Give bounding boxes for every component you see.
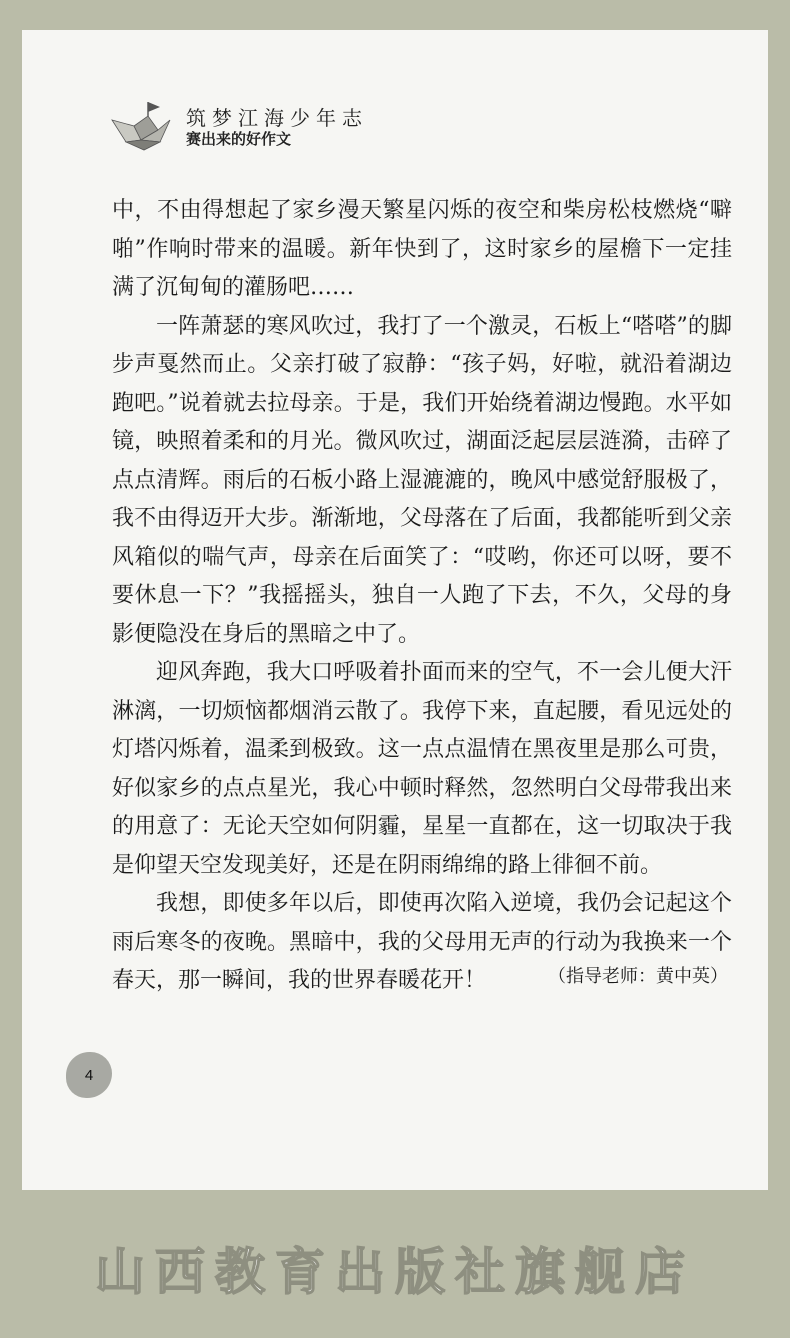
advisor-signature: （指导老师：黄中英） [548, 966, 728, 987]
essay-paragraph: 我想，即使多年以后，即使再次陷入逆境，我仍会记起这个雨后寒冬的夜晚。黑暗中，我的父母用无声的行动为我换来一个春天，那一瞬间，我的世界春暖花开！ [112, 891, 732, 993]
series-subtitle: 赛出来的好作文 [186, 130, 292, 148]
essay-body [112, 192, 732, 1001]
paper-boat-icon [108, 98, 174, 154]
book-page [22, 30, 768, 1190]
store-watermark: 山西教育出版社旗舰店 [95, 1243, 695, 1301]
series-title: 筑梦江海少年志 [186, 106, 368, 130]
essay-paragraph: 一阵萧瑟的寒风吹过，我打了一个激灵，石板上“嗒嗒”的脚步声戛然而止。父亲打破了寂静：“孩子妈，好啦，就沿着湖边跑吧。”说着就去拉母亲。于是，我们开始绕着湖边慢跑。水平如镜，映照着柔和的月光。微风吹过，湖面泛起层层涟漪，击碎了点点清辉。雨后的石板小路上湿漉漉的，晚风中感觉舒服极了，我不由得迈开大步。渐渐地，父母落在了后面，我都能听到父亲风箱似的喘气声，母亲在后面笑了：“哎哟，你还可以呀，要不要休息一下？”我摇摇头，独自一人跑了下去，不久，父母的身影便隐没在身后的黑暗之中了。 [112, 313, 732, 647]
page-header [108, 92, 408, 162]
essay-paragraph: 中，不由得想起了家乡漫天繁星闪烁的夜空和柴房松枝燃烧“噼啪”作响时带来的温暖。新年快到了，这时家乡的屋檐下一定挂满了沉甸甸的灌肠吧…… [112, 198, 732, 300]
page-number-badge: 4 [66, 1052, 112, 1098]
essay-paragraph: 迎风奔跑，我大口呼吸着扑面而来的空气，不一会儿便大汗淋漓，一切烦恼都烟消云散了。我停下来，直起腰，看见远处的灯塔闪烁着，温柔到极致。这一点点温情在黑夜里是那么可贵，好似家乡的点点星光，我心中顿时释然，忽然明白父母带我出来的用意了：无论天空如何阴霾，星星一直都在，这一切取决于我是仰望天空发现美好，还是在阴雨绵绵的路上徘徊不前。 [112, 660, 732, 878]
